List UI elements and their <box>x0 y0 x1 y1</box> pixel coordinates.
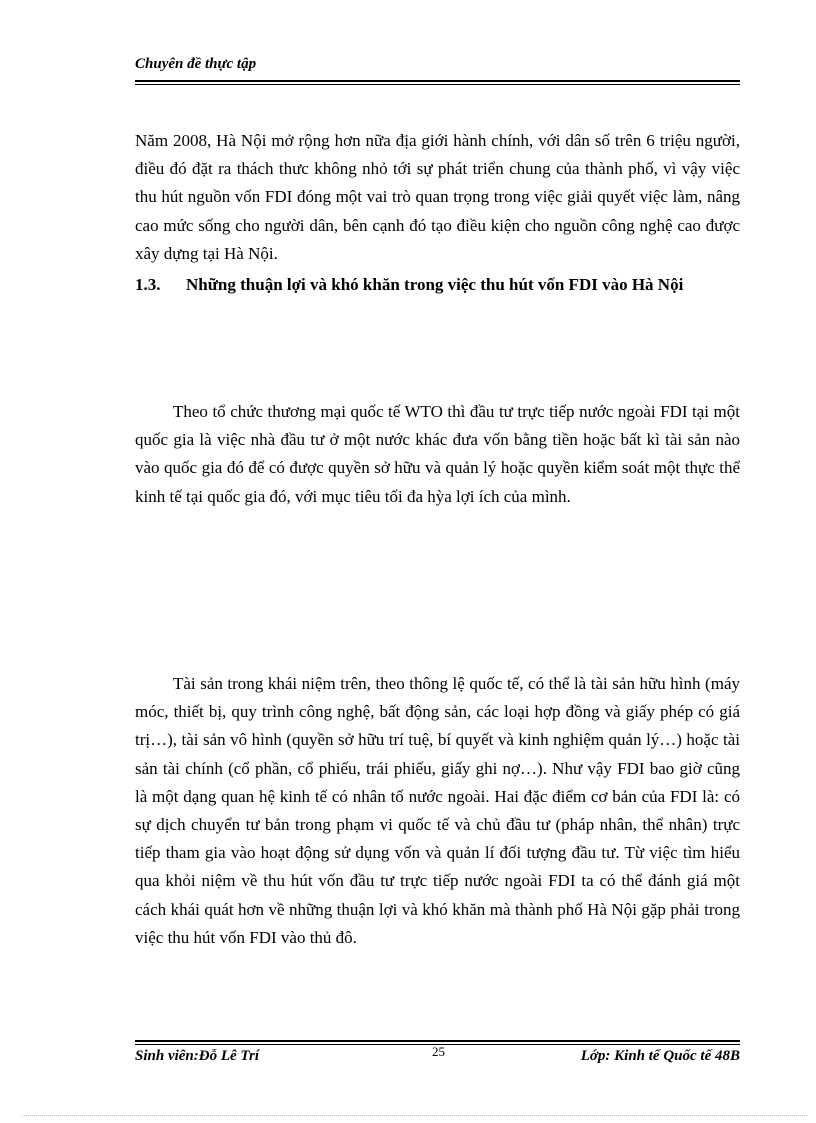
page-edge-divider <box>22 1115 807 1116</box>
header-title: Chuyên đề thực tập <box>135 56 257 72</box>
section-number: 1.3. <box>135 275 161 294</box>
page-number: 25 <box>432 1044 445 1059</box>
footer-student: Sinh viên:Đỗ Lê Trí <box>135 1048 260 1064</box>
header-rule-thin <box>135 84 740 85</box>
section-title: Những thuận lợi và khó khăn trong việc thu hút vốn FDI vào Hà Nội <box>186 275 684 294</box>
footer-class: Lớp: Kinh tế Quốc tế 48B <box>580 1048 740 1064</box>
paragraph-3: Tài sản trong khái niệm trên, theo thông lệ quốc tế, có thể là tài sản hữu hình (máy móc, thiết bị, quy trình công nghệ, bất động sản, các loại hợp đồng và giấy phép có giá trị…), tài sản vô hình (quyền sở hữu trí tuệ, bí quyết và kinh nghiệm quản lý…) hoặc tài sản tài chính (cổ phần, cổ phiếu, trái phiếu, giấy ghi nợ…). Như vậy FDI bao giờ cũng là một dạng quan hệ kinh tế có nhân tố nước ngoài. Hai đặc điểm cơ bản của FDI là: có sự dịch chuyển tư bản trong phạm vi quốc tế và chủ đầu tư (pháp nhân, thể nhân) trực tiếp tham gia vào hoạt động sử dụng vốn và quản lí đối tượng đầu tư. Từ việc tìm hiểu qua khỏi niệm về thu hút vốn đầu tư trực tiếp nước ngoài FDI ta có thể đánh giá một cách khái quát hơn về những thuận lợi và khó khăn mà thành phố Hà Nội gặp phải trong việc thu hút vốn FDI vào thủ đô. <box>135 674 740 947</box>
paragraph-1: Năm 2008, Hà Nội mở rộng hơn nữa địa giới hành chính, với dân số trên 6 triệu người, điều đó đặt ra thách thưc không nhỏ tới sự phát triển chung của thành phố, vì vậy việc thu hút nguồn vốn FDI đóng một vai trò quan trọng trong việc giải quyết việc làm, nâng cao mức sống cho người dân, bên cạnh đó tạo điều kiện cho nguồn công nghệ cao được xây dựng tại Hà Nội. <box>135 131 740 263</box>
header-rule-thick <box>135 80 740 82</box>
paragraph-2: Theo tổ chức thương mại quốc tế WTO thì đầu tư trực tiếp nước ngoài FDI tại một quốc gia là việc nhà đầu tư ở một nước khác đưa vốn bằng tiền hoặc bất kì tài sản nào vào quốc gia đó để có được quyền sở hữu và quản lý hoặc quyền kiểm soát một thực thể kinh tế tại quốc gia đó, với mục tiêu tối đa hỳa lợi ích của mình. <box>135 402 740 506</box>
footer-rule-thick <box>135 1040 740 1042</box>
